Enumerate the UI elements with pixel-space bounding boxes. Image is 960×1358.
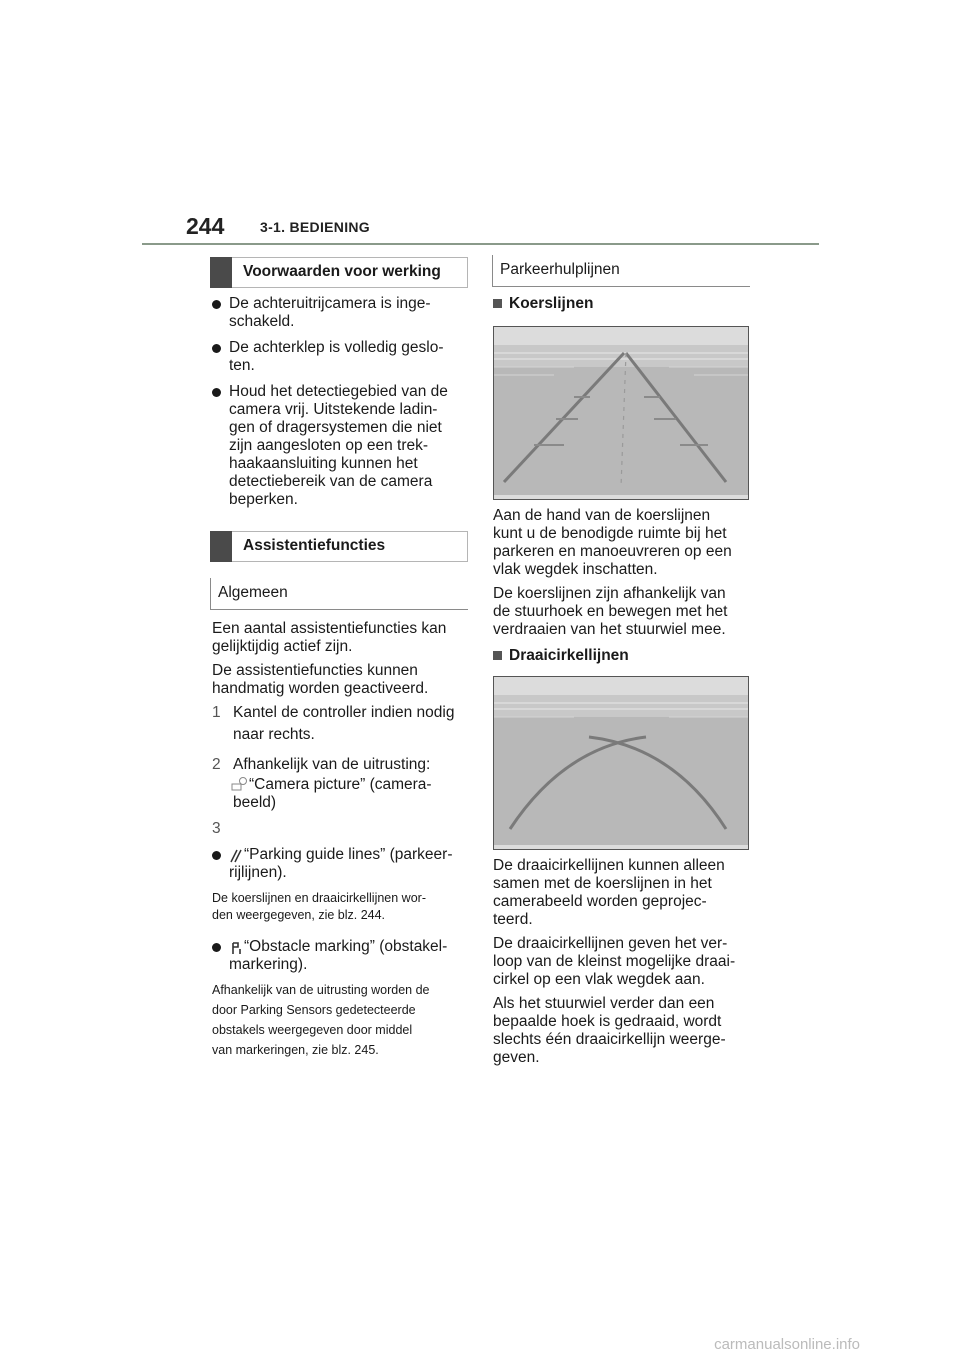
paragraph: De koerslijnen zijn afhankelijk van de stuurhoek en bewegen met het verdraaien van het stuurwiel mee. — [493, 585, 728, 638]
heading-draaicirkellijnen: Draaicirkellijnen — [493, 647, 751, 665]
subsection-parking-aids — [492, 255, 750, 287]
option-obstacle-marking: “Obstacle marking” (obstakel- markering). — [212, 938, 470, 974]
list-item: Houd het detectiegebied van de camera vrij. Uitstekende ladin- gen of dragersystemen die niet zijn aangesloten op een trek- haakaansluiting kunnen het detectiebereik van de camera beperken. — [212, 383, 470, 509]
step-number: 1 — [212, 704, 221, 721]
subsection-general — [210, 578, 468, 610]
bullet-icon — [212, 388, 221, 397]
paragraph: Aan de hand van de koerslijnen kunt u de benodigde ruimte bij het parkeren en manoeuvreren op een vlak wegdek inschatten. — [493, 507, 732, 578]
step-3 — [212, 820, 470, 838]
step-2: 2 Afhankelijk van de uitrusting: “Camera picture” (camera- beeld) — [212, 756, 432, 811]
paragraph: Als het stuurwiel verder dan een bepaalde hoek is gedraaid, wordt slechts één draaicirkellijn weerge- geven. — [493, 995, 726, 1066]
note: Afhankelijk van de uitrusting worden de door Parking Sensors gedetecteerde obstakels weergegeven door middel van markeringen, zie blz. 245. — [212, 983, 430, 1057]
option-parking-guide-lines: “Parking guide lines” (parkeer- rijlijnen). — [212, 846, 470, 882]
left-column — [210, 257, 468, 288]
page-number: 244 — [186, 213, 225, 239]
assist-body — [212, 620, 470, 1060]
subsection-title: Algemeen — [218, 584, 288, 601]
watermark: carmanualsonline.info — [714, 1336, 860, 1353]
square-bullet-icon — [493, 299, 502, 308]
section-title: Voorwaarden voor werking — [243, 263, 441, 280]
parking-lines-icon — [229, 849, 243, 863]
paragraph: De assistentiefuncties kunnen handmatig worden geactiveerd. — [212, 662, 429, 697]
subsection-title: Parkeerhulplijnen — [500, 261, 620, 278]
turning-circle-image — [493, 676, 749, 850]
bullet-icon — [212, 943, 221, 952]
chapter-title: 3-1. BEDIENING — [260, 219, 370, 235]
paragraph: De draaicirkellijnen geven het ver- loop van de kleinst mogelijke draai- cirkel op een vlak wegdek aan. — [493, 935, 736, 988]
square-bullet-icon — [493, 651, 502, 660]
heading-koerslijnen: Koerslijnen — [493, 295, 751, 313]
step-1: 1 Kantel de controller indien nodig naar rechts. — [212, 704, 455, 743]
obstacle-marking-icon — [229, 941, 243, 955]
step-number: 2 — [212, 756, 221, 773]
list-item: De achteruitrijcamera is inge- schakeld. — [212, 295, 470, 331]
step-number: 3 — [212, 820, 221, 837]
section-title: Assistentiefuncties — [243, 537, 386, 554]
note: De koerslijnen en draaicirkellijnen wor- den weergegeven, zie blz. 244. — [212, 891, 426, 922]
paragraph: De draaicirkellijnen kunnen alleen samen met de koerslijnen in het camerabeeld worden geprojec- teerd. — [493, 857, 725, 928]
bullet-icon — [212, 851, 221, 860]
list-item: De achterklep is volledig geslo- ten. — [212, 339, 470, 375]
bullet-icon — [212, 344, 221, 353]
section-box-conditions — [210, 257, 468, 288]
conditions-list — [212, 295, 470, 509]
section-box-assist — [210, 531, 468, 562]
camera-icon — [231, 776, 249, 792]
paragraph: Een aantal assistentiefuncties kan gelijktijdig actief zijn. — [212, 620, 447, 655]
course-lines-image — [493, 326, 749, 500]
bullet-icon — [212, 300, 221, 309]
header-rule — [142, 243, 819, 245]
